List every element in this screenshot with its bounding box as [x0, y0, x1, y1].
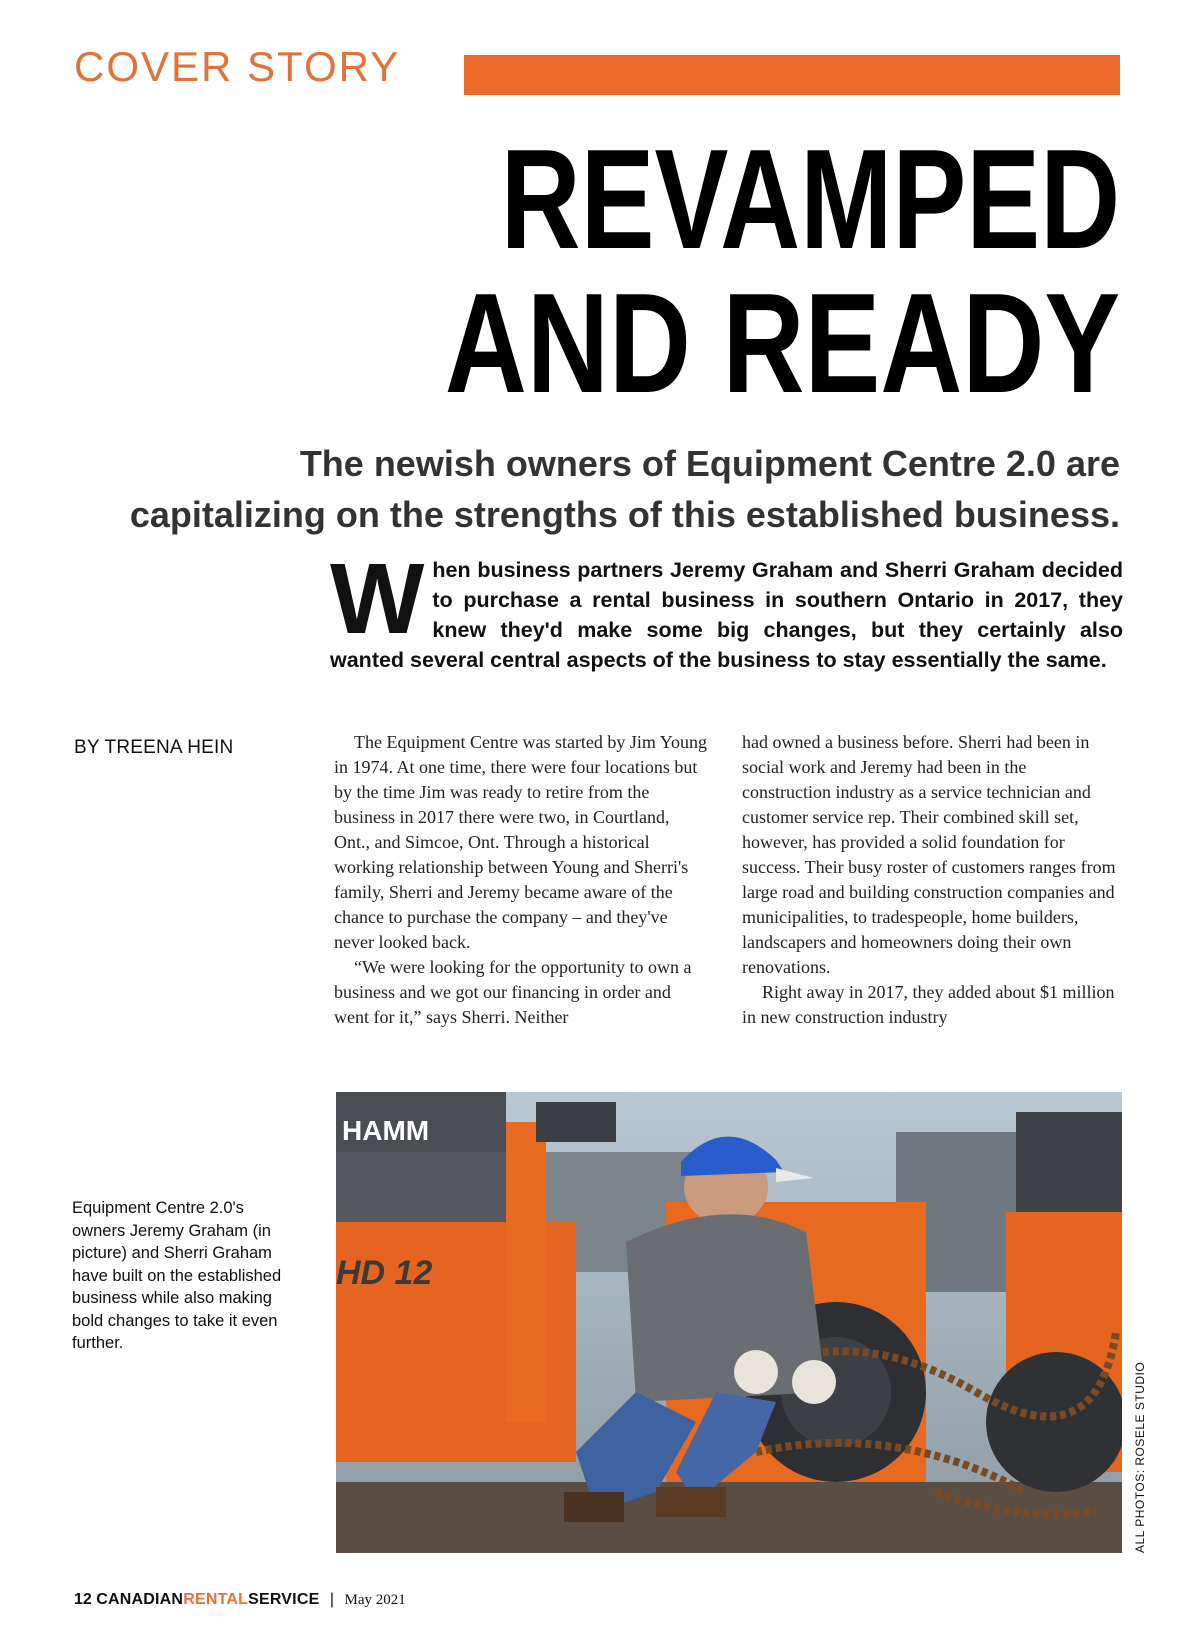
headline-line-1: REVAMPED — [500, 120, 1121, 279]
headline — [276, 120, 1121, 423]
deck-line-2: capitalizing on the strengths of this established business. — [129, 494, 1120, 535]
worker-with-rollers-illustration — [336, 1092, 1122, 1553]
intro-text: hen business partners Jeremy Graham and Sherri Graham decided to purchase a rental business in southern Ontario in 2017, they knew they'd make some big changes, but they certainly also wanted several central aspects of the business to stay essentially the same. — [330, 558, 1123, 672]
drop-cap: W — [330, 543, 425, 655]
photo-credit: ALL PHOTOS: ROSELE STUDIO — [1133, 1361, 1147, 1553]
machine-brand-text: HAMM — [342, 1115, 430, 1146]
body-column-right — [742, 730, 1117, 1030]
byline: BY TREENA HEIN — [74, 737, 234, 758]
magazine-name-accent: RENTAL — [183, 1591, 249, 1608]
body-paragraph: The Equipment Centre was started by Jim Young in 1974. At one time, there were four locations but by the time Jim was ready to retire from the business in 2017 there were two, in Courtland, Ont., and Simcoe, Ont. Through a historical working relationship between Young and Sherri's family, Sherri and Jeremy became aware of the chance to purchase the company – and they've never looked back. — [334, 732, 707, 952]
magazine-name-part: SERVICE — [248, 1591, 320, 1608]
magazine-name — [96, 1591, 319, 1608]
footer-separator: | — [329, 1591, 335, 1608]
body-paragraph: Right away in 2017, they added about $1 million in new construction industry — [742, 982, 1115, 1027]
intro-paragraph — [330, 543, 1123, 675]
page-footer — [74, 1591, 406, 1609]
deck-line-1: The newish owners of Equipment Centre 2.0 are — [299, 443, 1120, 484]
photo-caption: Equipment Centre 2.0's owners Jeremy Graham (in picture) and Sherri Graham have built on the established business while also making bold changes to take it even further. — [72, 1199, 282, 1352]
deck — [60, 438, 1120, 540]
section-accent-bar — [464, 55, 1120, 95]
section-label: COVER STORY — [74, 43, 401, 90]
body-paragraph: had owned a business before. Sherri had been in social work and Jeremy had been in the construction industry as a service technician and customer service rep. Their combined skill set, however, has provided a solid foundation for success. Their busy roster of customers ranges from large road and building construction companies and municipalities, to tradespeople, home builders, landscapers and homeowners doing their own renovations. — [742, 732, 1116, 977]
machine-model-text: HD 12 — [336, 1254, 433, 1292]
cover-photo — [336, 1092, 1122, 1553]
body-column-left — [334, 730, 709, 1030]
issue-date: May 2021 — [344, 1592, 406, 1608]
body-paragraph: “We were looking for the opportunity to own a business and we got our financing in order and went for it,” says Sherri. Neither — [334, 957, 692, 1027]
page-number: 12 — [74, 1591, 92, 1608]
magazine-name-part: CANADIAN — [96, 1591, 184, 1608]
headline-line-2: AND READY — [444, 264, 1120, 423]
